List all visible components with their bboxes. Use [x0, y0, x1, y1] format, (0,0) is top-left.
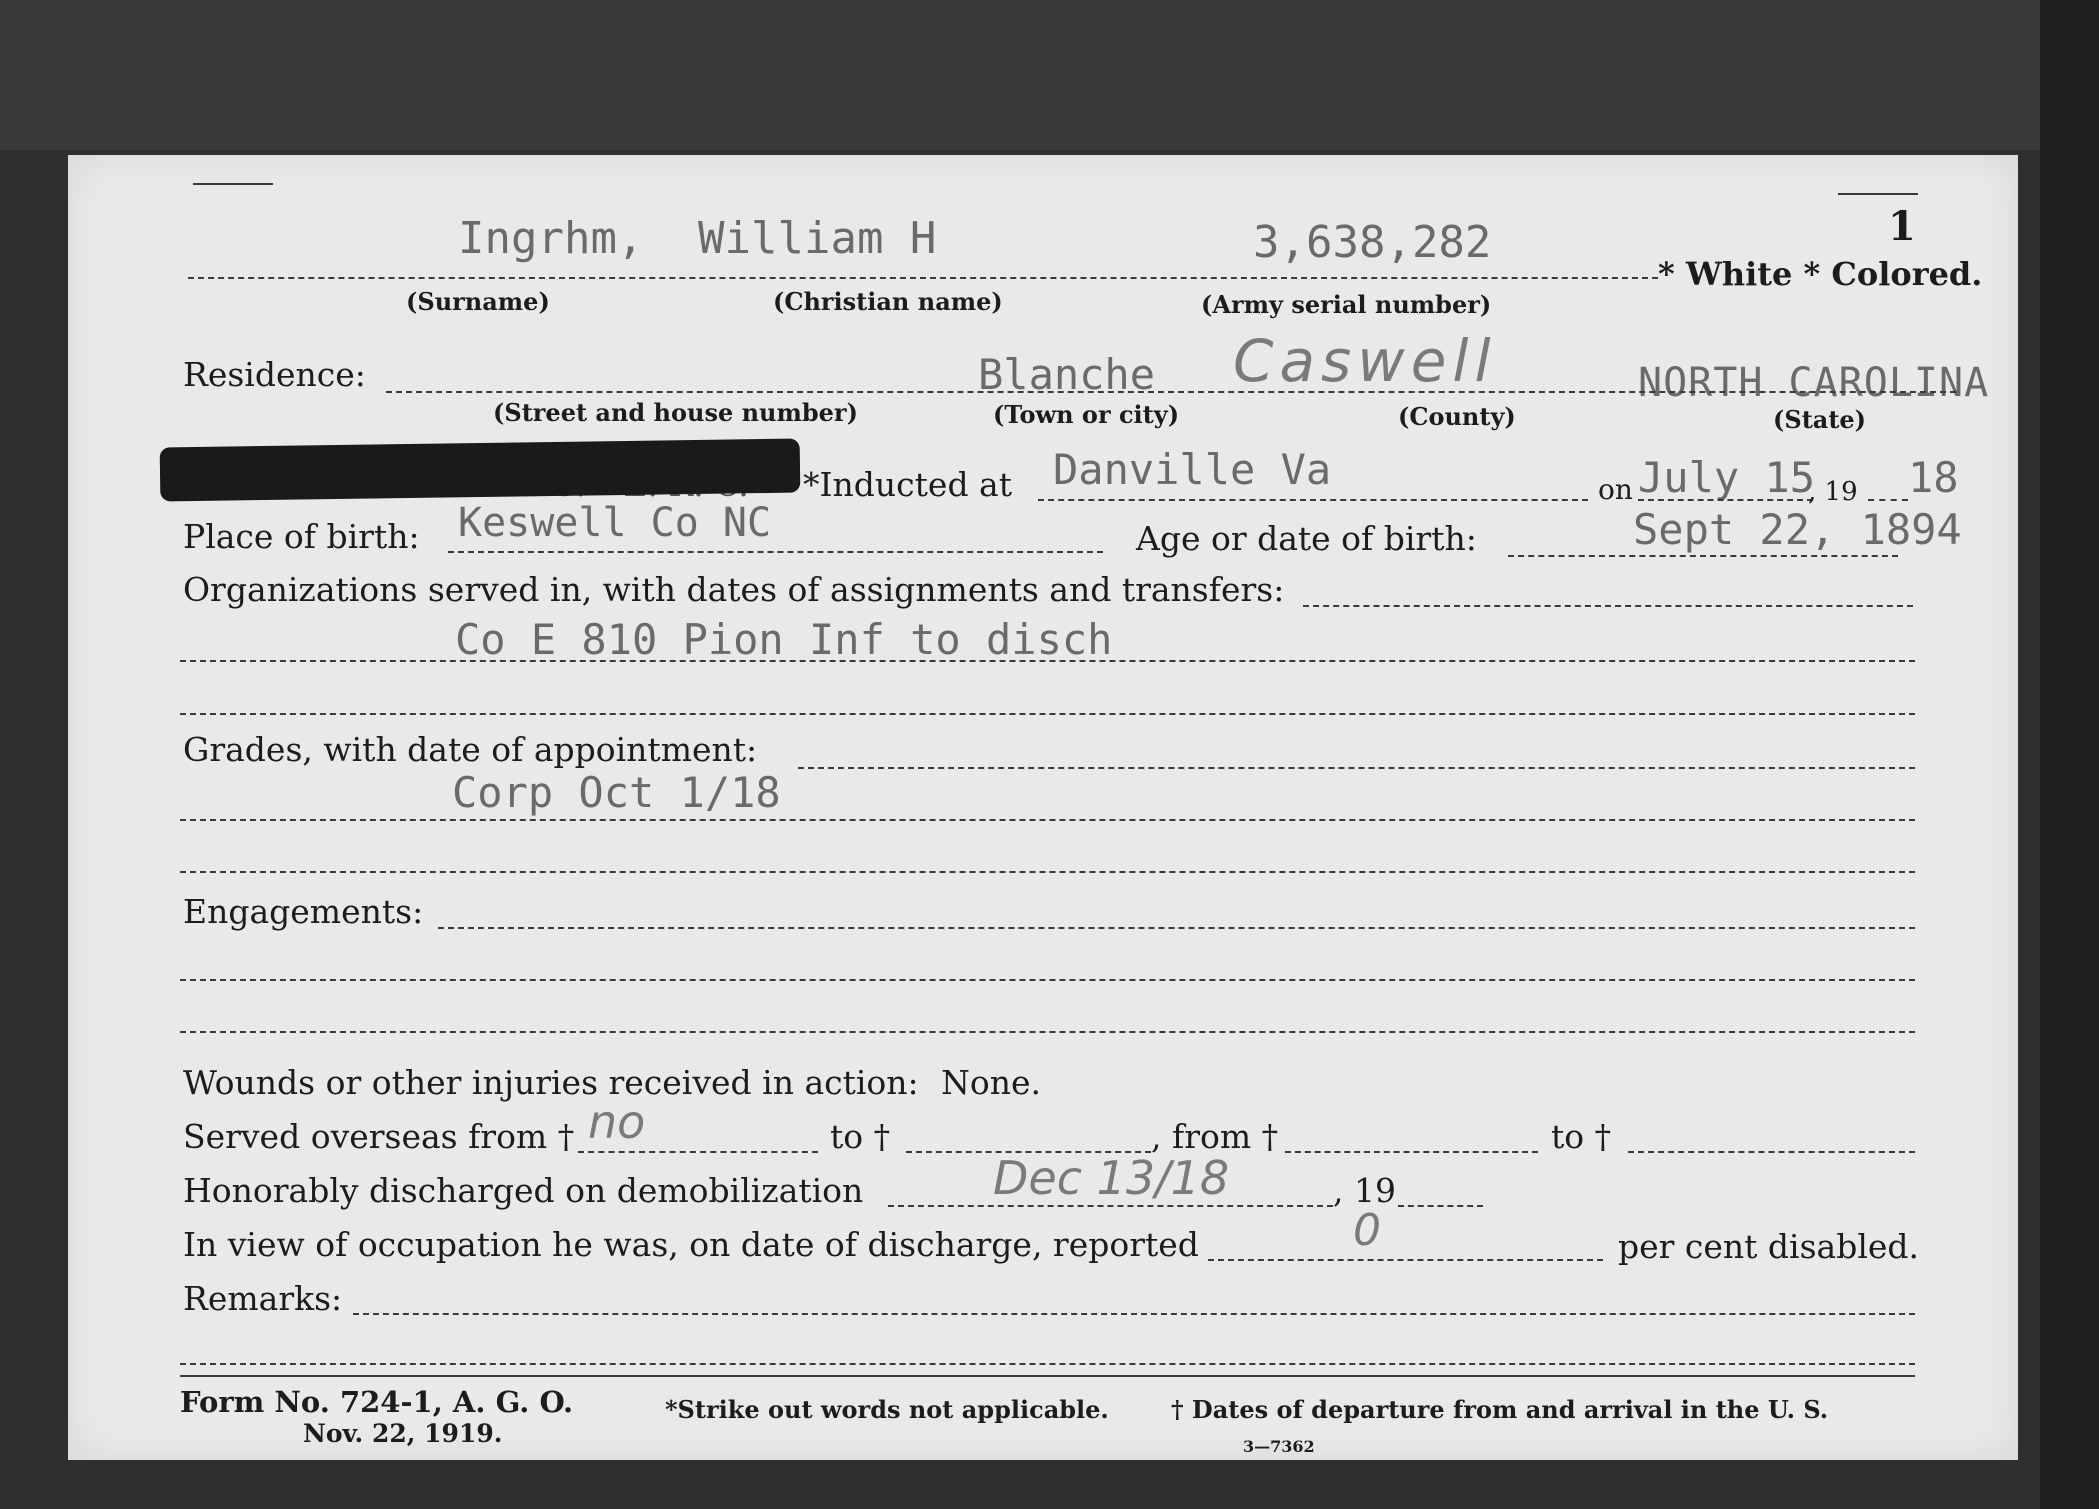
county-caption: (County) [1398, 402, 1516, 431]
state-value: NORTH CAROLINA [1638, 360, 1990, 406]
residence-line [386, 391, 1956, 393]
overseas-line-4 [1628, 1151, 1915, 1153]
race-options: * White * Colored. [1658, 255, 1983, 293]
wounds-label: Wounds or other injuries received in action: [183, 1063, 919, 1102]
birth-place-label: Place of birth: [183, 517, 420, 556]
card-number: 1 [1888, 203, 1916, 250]
residence-label: Residence: [183, 355, 366, 394]
form-number: Form No. 724-1, A. G. O. [180, 1385, 574, 1419]
engagements-label: Engagements: [183, 892, 424, 931]
induction-year-prefix: , 19 [1808, 477, 1858, 507]
remarks-label: Remarks: [183, 1279, 343, 1318]
discharge-label: Honorably discharged on demobilization [183, 1171, 864, 1210]
background-top [0, 0, 2099, 150]
background-edge [2040, 0, 2099, 1509]
wounds-value: None. [941, 1063, 1042, 1102]
christian-name-value: William H [698, 213, 937, 264]
organizations-value: Co E 810 Pion Inf to disch [455, 615, 1113, 664]
surname-value: Ingrhm, [458, 213, 644, 264]
dates-note: † Dates of departure from and arrival in the U. S. [1171, 1395, 1829, 1424]
town-value: Blanche [978, 350, 1156, 399]
service-record-card [68, 155, 2018, 1460]
on-label: on [1598, 473, 1633, 506]
strike-note: *Strike out words not applicable. [665, 1395, 1109, 1424]
top-right-rule [1838, 193, 1918, 195]
birth-place-value: Keswell Co NC [458, 500, 772, 546]
redaction-bar [160, 439, 801, 502]
disability-value: 0 [1353, 1205, 1381, 1256]
town-caption: (Town or city) [993, 400, 1180, 429]
organizations-label: Organizations served in, with dates of assignments and transfers: [183, 570, 1285, 609]
grades-label: Grades, with date of appointment: [183, 730, 758, 769]
disability-label: In view of occupation he was, on date of discharge, reported [183, 1225, 1199, 1264]
disability-line [1208, 1259, 1603, 1261]
remarks-line-1 [353, 1313, 1915, 1315]
inducted-label: *Inducted at [803, 465, 1012, 504]
discharge-value: Dec 13/18 [993, 1151, 1230, 1205]
overseas-to-1: to † [830, 1117, 891, 1156]
engagements-line-2 [180, 979, 1915, 981]
organizations-line-2 [180, 660, 1915, 662]
christian-caption: (Christian name) [773, 287, 1003, 316]
overseas-line-3 [1285, 1151, 1538, 1153]
name-line [188, 277, 1658, 279]
grades-line-2 [180, 819, 1915, 821]
induction-date-value: July 15 [1638, 453, 1816, 502]
disability-suffix: per cent disabled. [1618, 1227, 1920, 1266]
induction-year-value: 18 [1908, 453, 1959, 502]
grades-line-1 [798, 767, 1915, 769]
discharge-year-prefix: , 19 [1333, 1171, 1396, 1210]
county-value: Caswell [1233, 327, 1497, 395]
discharge-year-line [1398, 1205, 1483, 1207]
state-caption: (State) [1773, 405, 1867, 434]
overseas-line-1 [578, 1151, 818, 1153]
form-date: Nov. 22, 1919. [303, 1419, 503, 1448]
age-label: Age or date of birth: [1136, 519, 1477, 558]
top-left-rule [193, 183, 273, 185]
birth-place-line [448, 551, 1103, 553]
overseas-value: no [588, 1095, 646, 1149]
serial-caption: (Army serial number) [1201, 290, 1492, 319]
grades-line-3 [180, 871, 1915, 873]
inducted-place-value: Danville Va [1053, 445, 1332, 494]
engagements-line-3 [180, 1031, 1915, 1033]
grades-value: Corp Oct 1/18 [452, 768, 781, 817]
street-caption: (Street and house number) [493, 398, 858, 427]
overseas-label: Served overseas from † [183, 1117, 575, 1156]
footer-rule [180, 1375, 1915, 1377]
engagements-line-1 [438, 927, 1915, 929]
print-code: 3—7362 [1243, 1437, 1315, 1456]
surname-caption: (Surname) [406, 287, 550, 316]
overseas-to-2: to † [1551, 1117, 1612, 1156]
induction-year-line [1868, 499, 1908, 501]
organizations-line-3 [180, 713, 1915, 715]
birth-date-line [1508, 555, 1898, 557]
inducted-line [1038, 499, 1588, 501]
overseas-from-2: , from † [1151, 1117, 1279, 1156]
discharge-line [888, 1205, 1333, 1207]
induction-date-line [1638, 499, 1813, 501]
serial-number-value: 3,638,282 [1253, 217, 1492, 268]
organizations-line-1 [1303, 605, 1913, 607]
birth-date-value: Sept 22, 1894 [1633, 505, 1962, 554]
remarks-line-2 [180, 1363, 1915, 1365]
